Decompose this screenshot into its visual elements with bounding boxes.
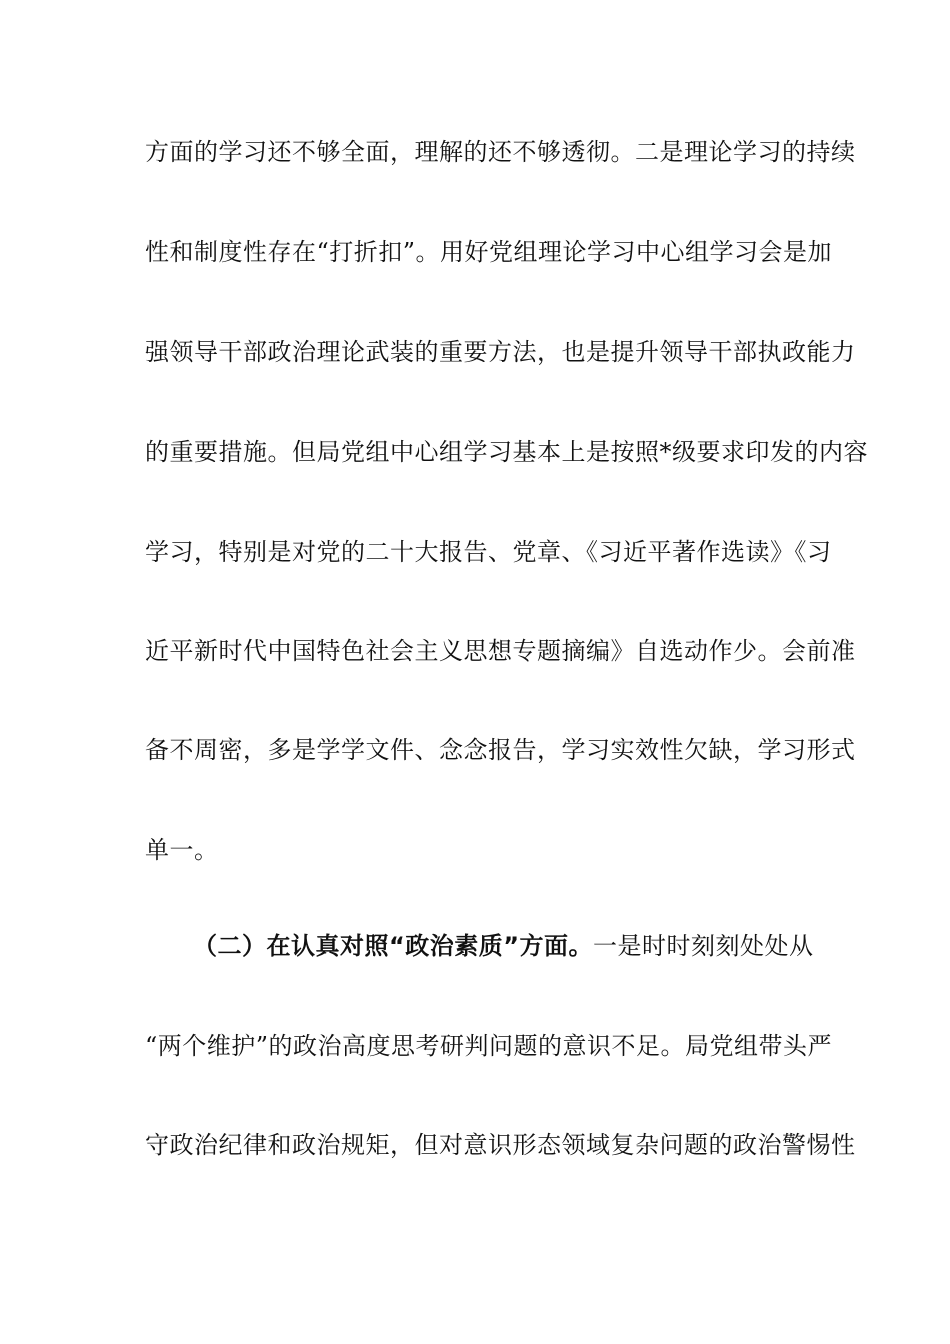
section-first-line-text: 一是时时刻刻处处从 (593, 932, 814, 960)
paragraph-line: 近平新时代中国特色社会主义思想专题摘编》自选动作少。会前准 (145, 637, 856, 665)
paragraph-line: 备不周密，多是学学文件、念念报告，学习实效性欠缺，学习形式 (145, 736, 856, 764)
section-heading-line (193, 931, 814, 961)
paragraph-line: 的重要措施。但局党组中心组学习基本上是按照*级要求印发的内容 (145, 438, 868, 466)
paragraph-line: 学习，特别是对党的二十大报告、党章、《习近平著作选读》《习 (145, 538, 832, 566)
paragraph-line: 强领导干部政治理论武装的重要方法，也是提升领导干部执政能力 (145, 338, 856, 366)
paragraph-line: 方面的学习还不够全面，理解的还不够透彻。二是理论学习的持续 (145, 138, 856, 166)
paragraph-line: 性和制度性存在“打折扣”。用好党组理论学习中心组学习会是加 (145, 238, 833, 266)
section-heading: （二）在认真对照“政治素质”方面。 (193, 932, 594, 960)
paragraph-line: 单一。 (145, 836, 219, 864)
paragraph-line: “两个维护”的政治高度思考研判问题的意识不足。局党组带头严 (145, 1032, 833, 1060)
paragraph-line: 守政治纪律和政治规矩，但对意识形态领域复杂问题的政治警惕性 (145, 1131, 856, 1159)
